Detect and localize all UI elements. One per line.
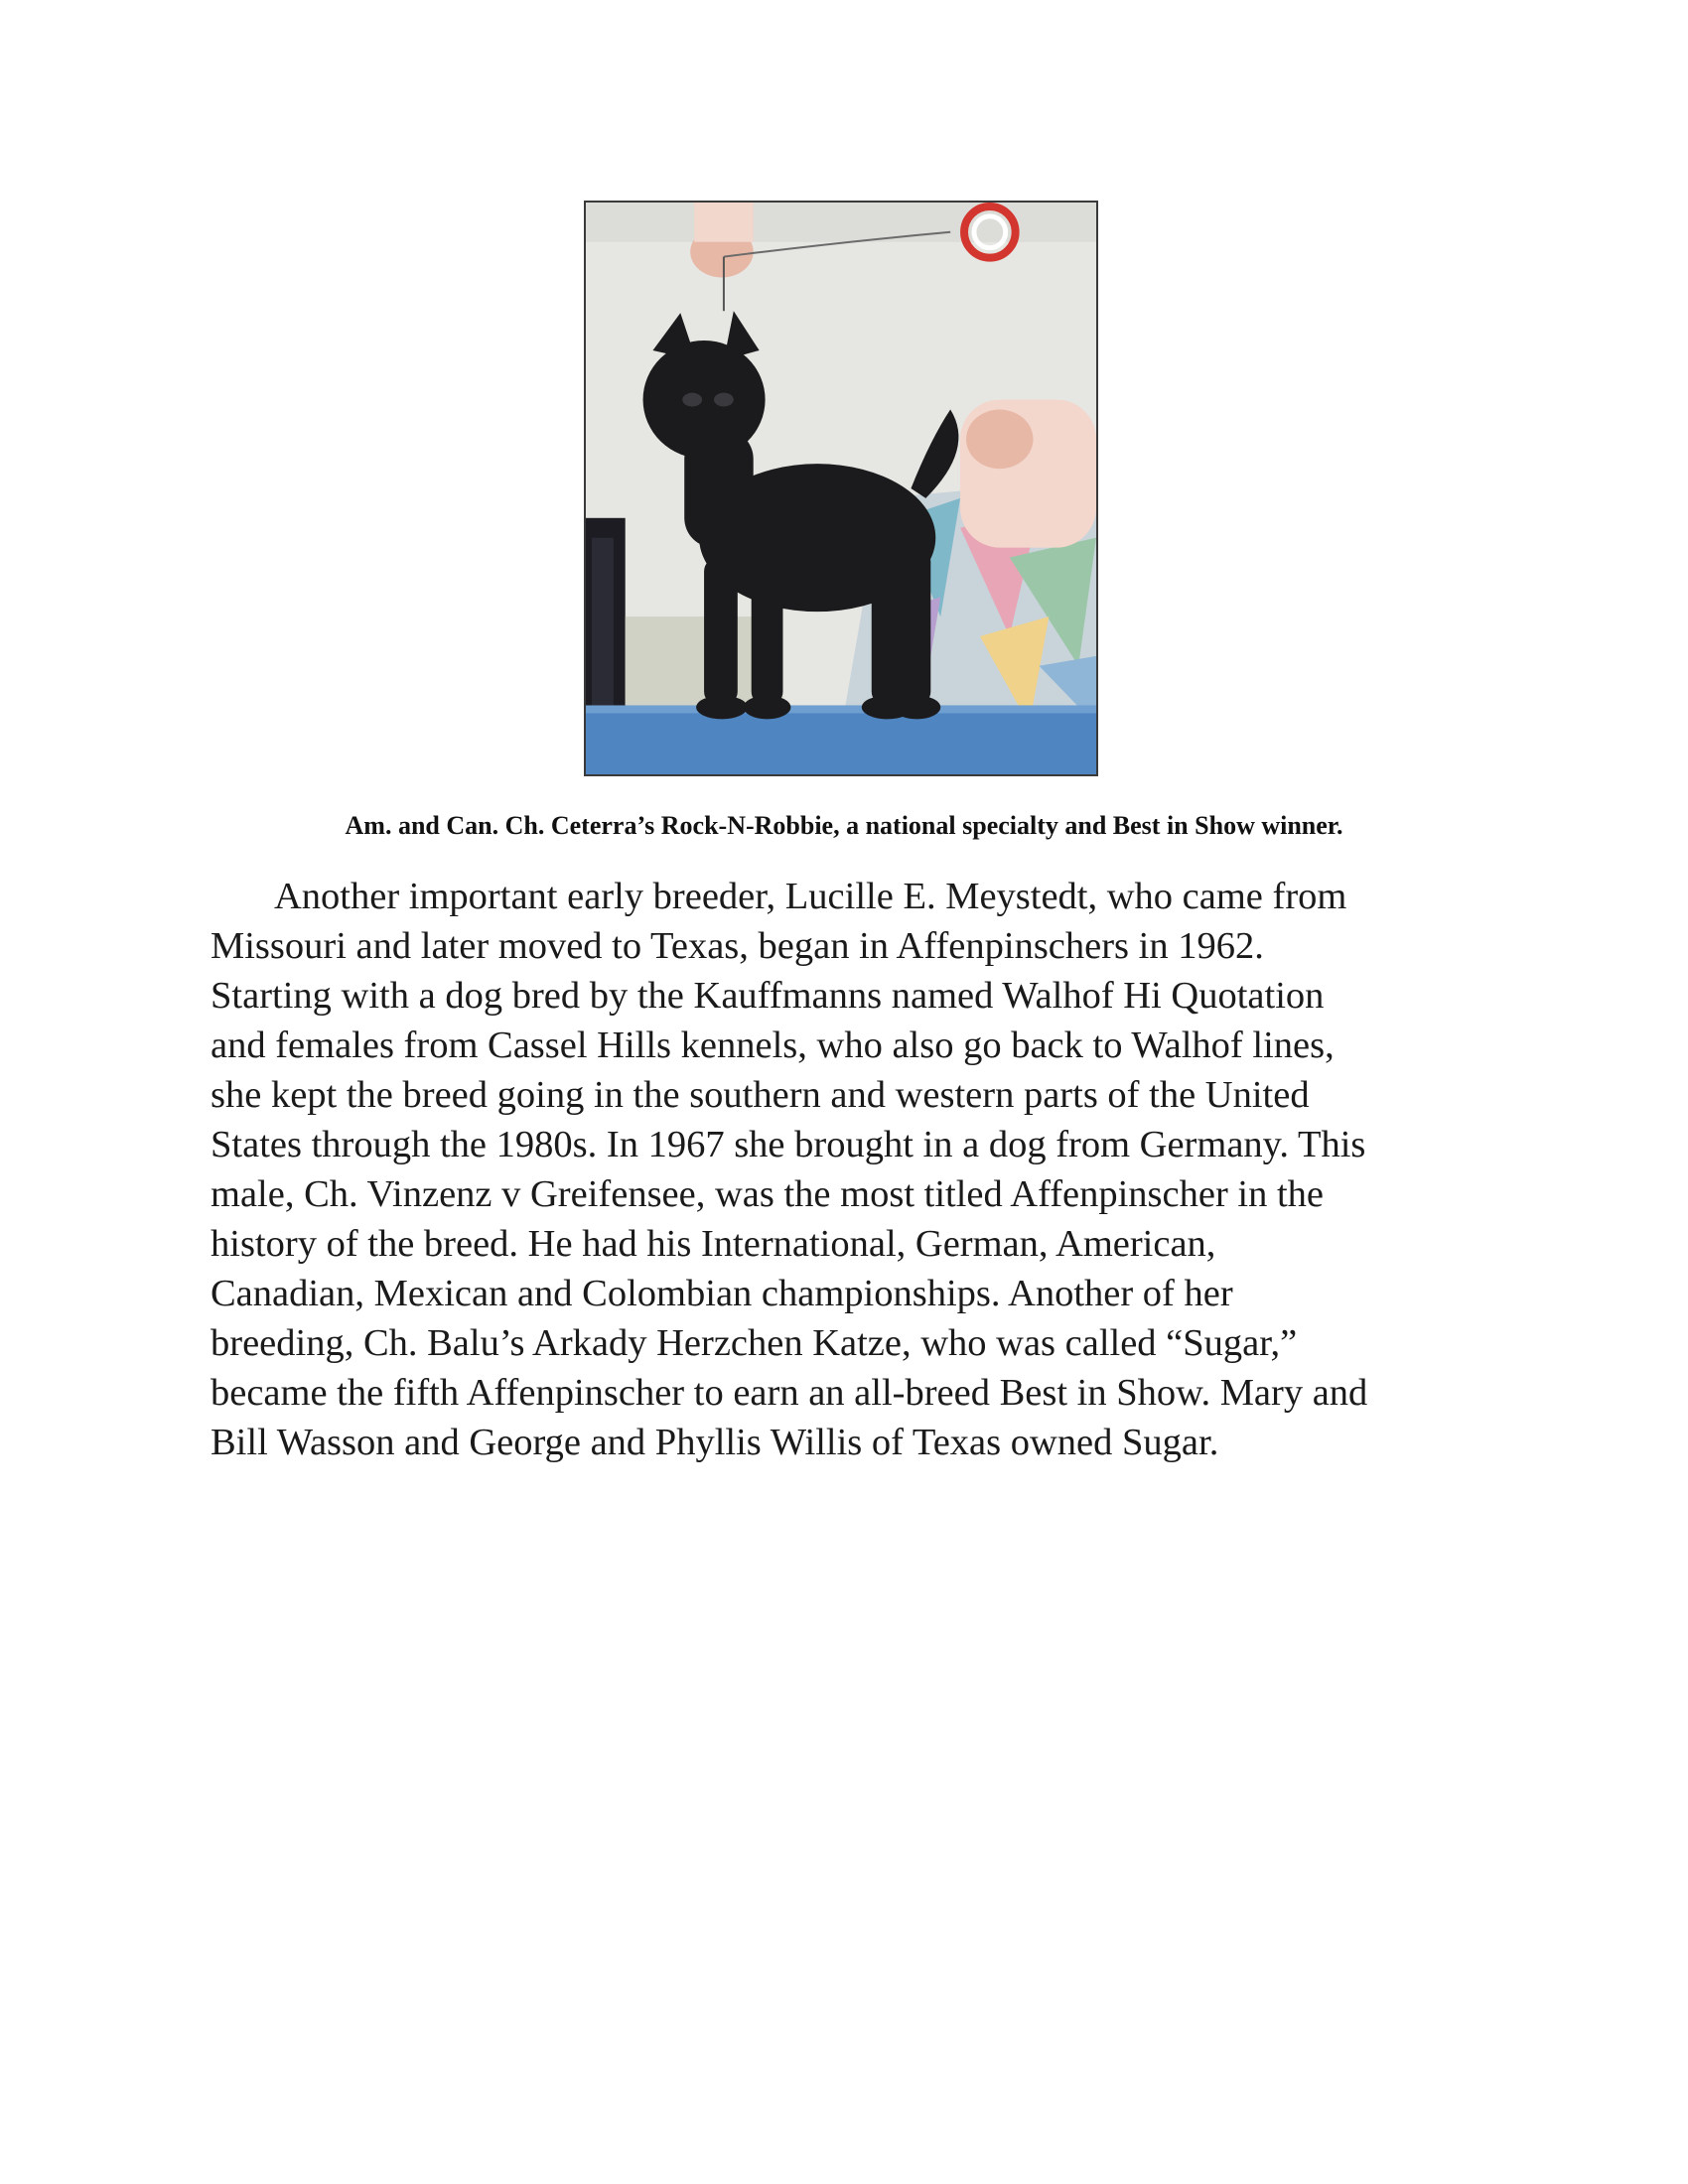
paragraph-line: Another important early breeder, Lucille E. Meystedt, who came from: [274, 876, 1347, 917]
paragraph-line: history of the breed. He had his International, German, American,: [211, 1223, 1216, 1265]
paragraph-line: male, Ch. Vinzenz v Greifensee, was the most titled Affenpinscher in the: [211, 1173, 1325, 1215]
paragraph-line: Starting with a dog bred by the Kauffmanns named Walhof Hi Quotation: [211, 975, 1325, 1017]
paragraph-line: and females from Cassel Hills kennels, who also go back to Walhof lines,: [211, 1024, 1335, 1066]
dog-photo: [584, 201, 1098, 776]
photo-caption: Am. and Can. Ch. Ceterra’s Rock-N-Robbie, a national specialty and Best in Show winner.: [345, 811, 1343, 840]
paragraph-line: Bill Wasson and George and Phyllis Willis of Texas owned Sugar.: [211, 1422, 1219, 1463]
paragraph-line: breeding, Ch. Balu’s Arkady Herzchen Katze, who was called “Sugar,”: [211, 1322, 1298, 1364]
paragraph-line: Missouri and later moved to Texas, began in Affenpinschers in 1962.: [211, 925, 1264, 967]
dog-photo-illustration: [586, 203, 1096, 774]
paragraph-line: became the fifth Affenpinscher to earn an all-breed Best in Show. Mary and: [211, 1372, 1368, 1414]
paragraph-line: Canadian, Mexican and Colombian championships. Another of her: [211, 1273, 1233, 1314]
body-paragraph: [211, 872, 1491, 1467]
paragraph-line: she kept the breed going in the southern and western parts of the United: [211, 1074, 1310, 1116]
paragraph-line: States through the 1980s. In 1967 she brought in a dog from Germany. This: [211, 1124, 1366, 1165]
